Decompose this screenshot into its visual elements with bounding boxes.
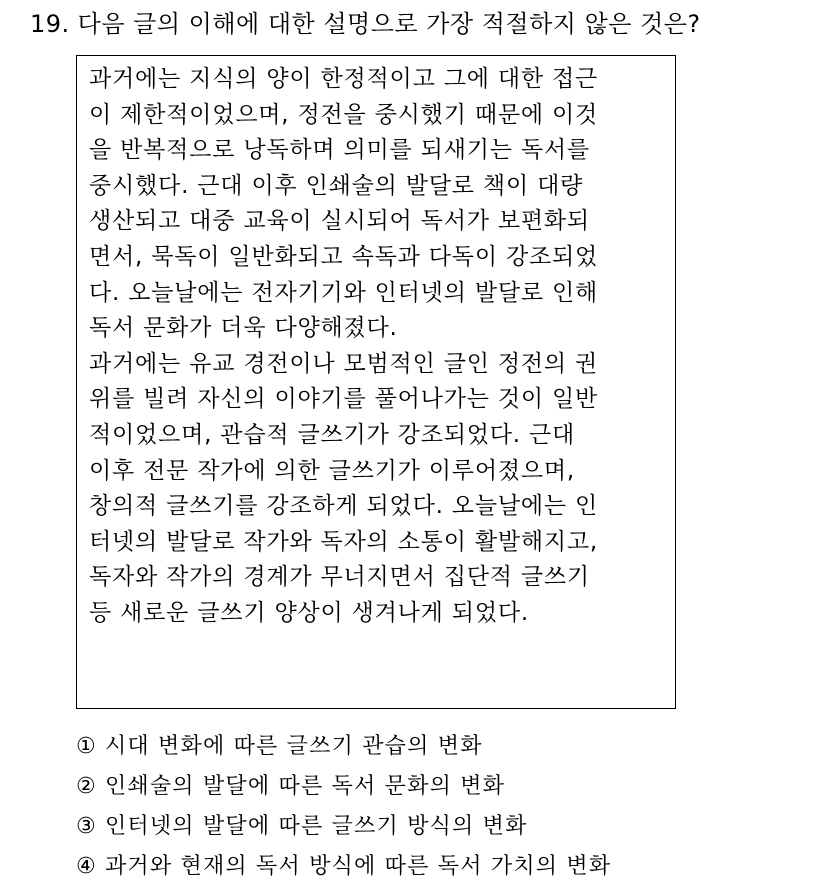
choice-marker: ② (76, 774, 97, 799)
passage-line: 이후 전문 작가에 의한 글쓰기가 이루어졌으며, (89, 457, 576, 484)
passage-line: 등 새로운 글쓰기 양상이 생겨나게 되었다. (89, 599, 529, 626)
choice-text: 인터넷의 발달에 따른 글쓰기 방식의 변화 (104, 814, 528, 839)
answer-choices (76, 727, 611, 887)
choice-1[interactable] (76, 727, 611, 767)
passage-line: 중시했다. 근대 이후 인쇄술의 발달로 책이 대량 (89, 172, 584, 199)
choice-text: 인쇄술의 발달에 따른 독서 문화의 변화 (104, 774, 506, 799)
question-text: 다음 글의 이해에 대한 설명으로 가장 적절하지 않은 것은? (77, 10, 701, 38)
passage-box (76, 55, 676, 709)
question-number: 19. (30, 10, 70, 38)
choice-2[interactable] (76, 767, 611, 807)
passage-line: 이 제한적이었으며, 정전을 중시했기 때문에 이것 (89, 101, 599, 128)
choice-marker: ④ (76, 854, 97, 879)
passage-line: 독서 문화가 더욱 다양해졌다. (89, 315, 398, 342)
passage-line: 면서, 묵독이 일반화되고 속독과 다독이 강조되었 (89, 243, 599, 270)
choice-marker: ① (76, 734, 97, 759)
choice-4[interactable] (76, 847, 611, 887)
question-stem (30, 4, 701, 44)
choice-3[interactable] (76, 807, 611, 847)
choice-text: 시대 변화에 따른 글쓰기 관습의 변화 (104, 734, 483, 759)
passage-line: 독자와 작가의 경계가 무너지면서 집단적 글쓰기 (89, 564, 590, 591)
passage-line: 위를 빌려 자신의 이야기를 풀어나가는 것이 일반 (89, 386, 599, 413)
choice-text: 과거와 현재의 독서 방식에 따른 독서 가치의 변화 (104, 854, 612, 879)
passage-line: 생산되고 대중 교육이 실시되어 독서가 보편화되 (89, 208, 590, 235)
passage-line: 과거에는 지식의 양이 한정적이고 그에 대한 접근 (89, 66, 599, 92)
passage-line: 다. 오늘날에는 전자기기와 인터넷의 발달로 인해 (89, 279, 599, 306)
choice-marker: ③ (76, 814, 97, 839)
passage-line: 창의적 글쓰기를 강조하게 되었다. 오늘날에는 인 (89, 493, 599, 520)
passage-line: 적이었으며, 관습적 글쓰기가 강조되었다. 근대 (89, 421, 576, 448)
passage-line: 과거에는 유교 경전이나 모범적인 글인 정전의 권 (89, 350, 599, 377)
passage-line: 터넷의 발달로 작가와 독자의 소통이 활발해지고, (89, 528, 599, 555)
passage-line: 을 반복적으로 낭독하며 의미를 되새기는 독서를 (89, 137, 590, 164)
